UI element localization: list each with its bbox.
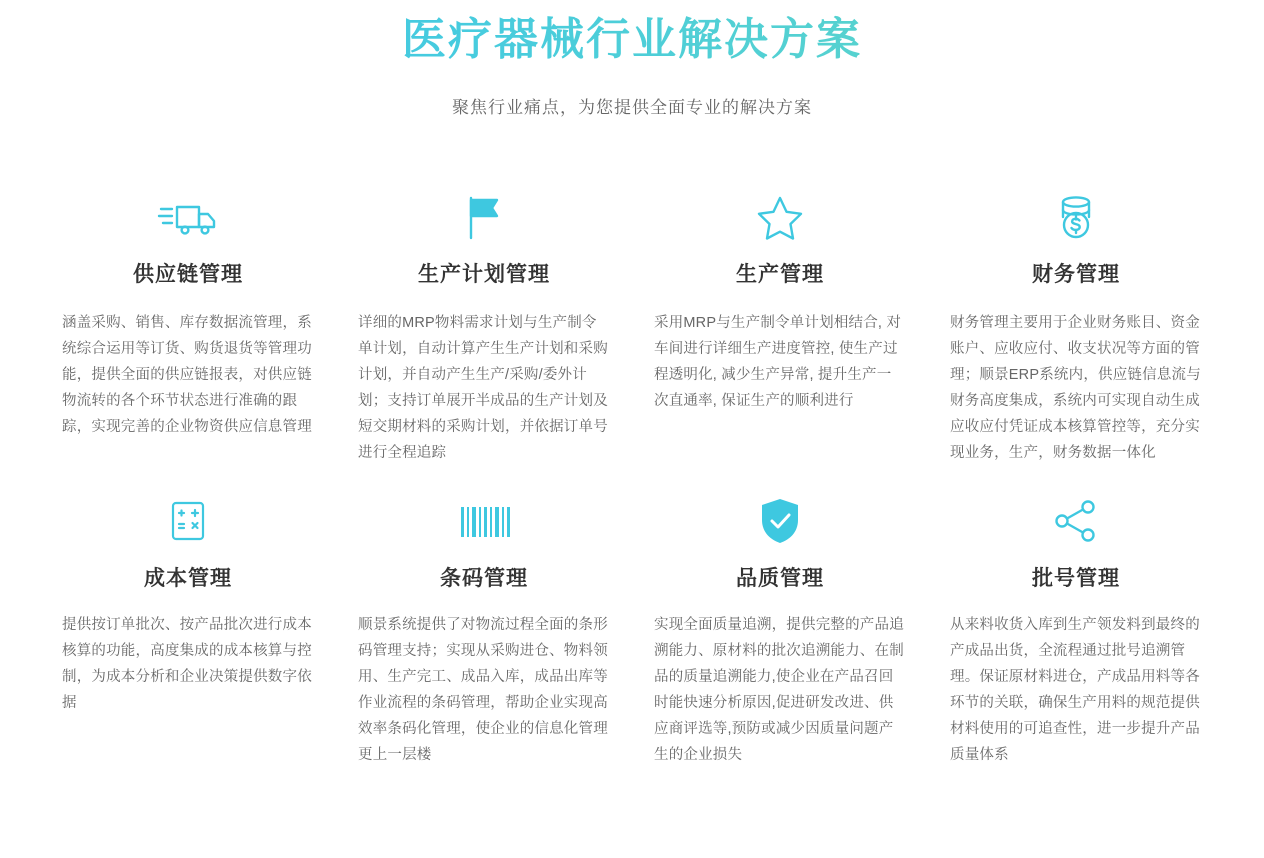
feature-title: 生产管理 <box>736 262 824 286</box>
truck-icon <box>62 180 314 254</box>
feature-card <box>336 180 632 466</box>
feature-title: 财务管理 <box>1032 262 1120 286</box>
feature-description: 涵盖采购、销售、库存数据流管理，系统综合运用等订货、购货退货等管理功能，提供全面的供应链报表，对供应链物流转的各个环节状态进行准确的跟踪，实现完善的企业物资供应信息管理 <box>62 314 312 435</box>
page-header <box>0 0 1264 118</box>
feature-card <box>40 484 336 768</box>
feature-description: 从来料收货入库到生产领发料到最终的产成品出货，全流程通过批号追溯管理。保证原材料进仓，产成品用料等各环节的关联，确保生产用料的规范提供材料使用的可追查性，进一步提升产品质量体系 <box>950 616 1200 763</box>
coins-dollar-icon <box>950 180 1202 254</box>
feature-card <box>632 484 928 768</box>
page-title: 医疗器械行业解决方案 <box>0 14 1264 67</box>
flag-icon <box>358 180 610 254</box>
feature-card <box>40 180 336 466</box>
feature-description: 采用MRP与生产制令单计划相结合, 对车间进行详细生产进度管控, 使生产过程透明化, 减少生产异常, 提升生产一次直通率, 保证生产的顺利进行 <box>654 314 902 409</box>
feature-description: 详细的MRP物料需求计划与生产制令单计划，自动计算产生生产计划和采购计划，并自动产生生产/采购/委外计划；支持订单展开半成品的生产计划及短交期材料的采购计划，并依据订单号进行全程追踪 <box>358 314 608 461</box>
feature-title: 批号管理 <box>1032 566 1120 590</box>
barcode-icon <box>358 484 610 558</box>
feature-description: 财务管理主要用于企业财务账目、资金账户、应收应付、收支状况等方面的管理；顺景ERP系统内，供应链信息流与财务高度集成，系统内可实现自动生成应收应付凭证成本核算管控等，充分实现业务，生产，财务数据一体化 <box>950 314 1201 461</box>
share-nodes-icon <box>950 484 1202 558</box>
feature-description: 顺景系统提供了对物流过程全面的条形码管理支持；实现从采购进仓、物料领用、生产完工、成品入库，成品出库等作业流程的条码管理，帮助企业实现高效率条码化管理，使企业的信息化管理更上一层楼 <box>358 616 608 763</box>
feature-title: 成本管理 <box>144 566 232 590</box>
feature-description: 提供按订单批次、按产品批次进行成本核算的功能，高度集成的成本核算与控制，为成本分析和企业决策提供数字依据 <box>62 616 312 711</box>
feature-card <box>632 180 928 466</box>
feature-card <box>928 484 1224 768</box>
feature-title: 供应链管理 <box>133 262 243 286</box>
feature-card <box>336 484 632 768</box>
feature-title: 品质管理 <box>736 566 824 590</box>
feature-card <box>928 180 1224 466</box>
feature-title: 条码管理 <box>440 566 528 590</box>
feature-description: 实现全面质量追溯，提供完整的产品追溯能力、原材料的批次追溯能力、在制品的质量追溯能力,使企业在产品召回时能快速分析原因,促进研发改进、供应商评选等,预防或减少因质量问题产生的企业损失 <box>654 616 904 763</box>
page-subtitle: 聚焦行业痛点，为您提供全面专业的解决方案 <box>452 97 812 117</box>
feature-title: 生产计划管理 <box>418 262 550 286</box>
shield-icon <box>654 484 906 558</box>
star-icon <box>654 180 906 254</box>
feature-grid <box>0 180 1264 768</box>
calculator-icon <box>62 484 314 558</box>
